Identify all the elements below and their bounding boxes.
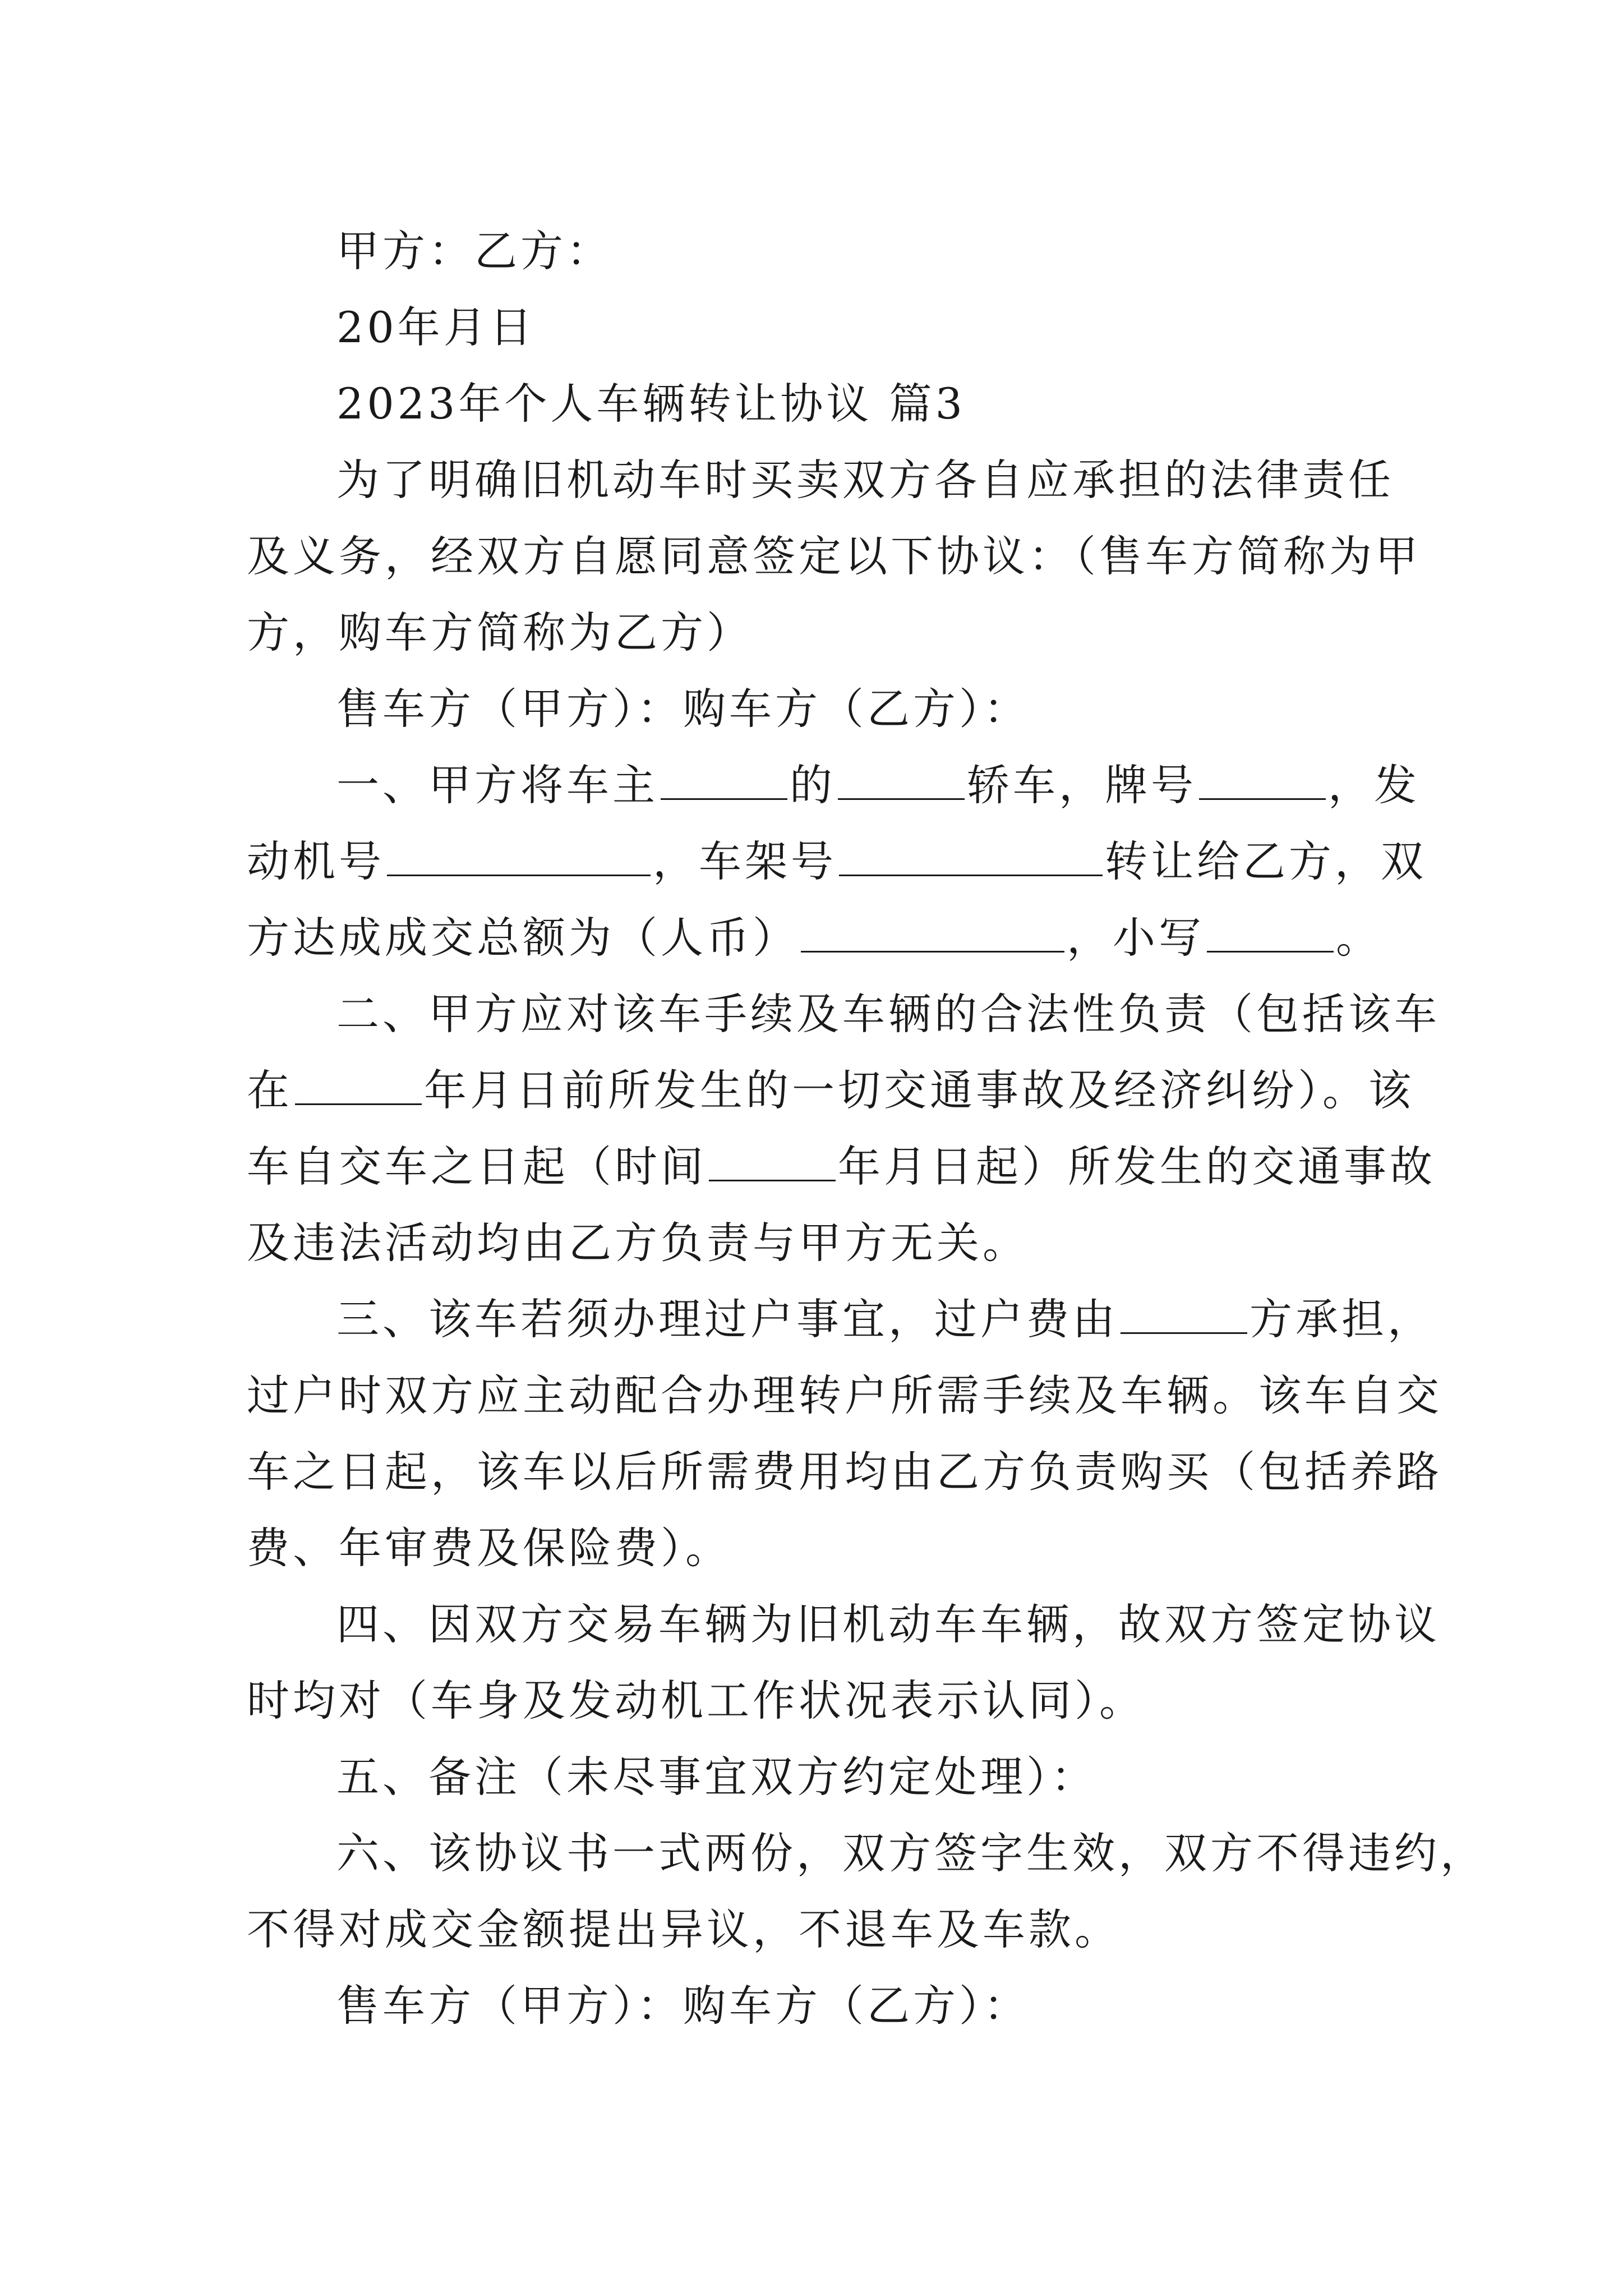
clause-1-text: 轿车，牌号	[967, 760, 1197, 810]
date-line: 20年月日	[336, 302, 536, 352]
clause-2-line-1: 二、甲方应对该车手续及车辆的合法性负责（包括该车	[336, 989, 1440, 1039]
clause-2-text: 年月日起）所发生的交通事故	[838, 1142, 1436, 1191]
clause-1-text: ，车架号	[653, 836, 837, 886]
clause-1-text: 。	[1336, 913, 1382, 963]
signature-line: 甲方：乙方：	[336, 226, 612, 276]
date-before-blank	[295, 1068, 422, 1105]
clause-1-text: 转让给乙方，双	[1105, 836, 1427, 886]
clause-1-text: ，发	[1328, 760, 1420, 810]
clause-1-line-2	[247, 823, 1427, 900]
clause-2-line-2	[247, 1052, 1414, 1129]
owner-blank	[661, 762, 787, 800]
clause-2-text: 车自交车之日起（时间	[247, 1142, 707, 1191]
clause-1-text: ，小写	[1067, 913, 1205, 963]
clause-5-line: 五、备注（未尽事宜双方约定处理）：	[336, 1752, 1097, 1802]
section-heading: 2023年个人车辆转让协议 篇3	[336, 379, 966, 429]
clause-2-line-4: 及违法活动均由乙方负责与甲方无关。	[247, 1218, 1029, 1268]
clause-6-line-1: 六、该协议书一式两份，双方签字生效，双方不得违约，	[336, 1828, 1486, 1878]
clause-3-line-4: 费、年审费及保险费）。	[247, 1523, 731, 1573]
car-model-blank	[838, 762, 965, 800]
clause-3-line-3: 车之日起，该车以后所需费用均由乙方负责购买（包括养路	[247, 1447, 1442, 1497]
clause-1-text: 方达成成交总额为（人币）	[247, 913, 799, 963]
clause-1-text: 动机号	[247, 836, 385, 886]
transfer-fee-party-blank	[1121, 1296, 1247, 1334]
plate-number-blank	[1199, 762, 1326, 800]
clause-1-line-1	[247, 747, 1420, 823]
clause-2-text: 在	[247, 1065, 293, 1115]
clause-4-line-2: 时均对（车身及发动机工作状况表示认同）。	[247, 1676, 1145, 1726]
clause-4-line-1: 四、因双方交易车辆为旧机动车车辆，故双方签定协议	[336, 1599, 1440, 1649]
frame-number-blank	[839, 839, 1103, 876]
clause-3-text: 三、该车若须办理过户事宜，过户费由	[336, 1294, 1118, 1344]
parties-line: 售车方（甲方）：购车方（乙方）：	[336, 1981, 1030, 2031]
clause-6-line-2: 不得对成交金额提出异议，不退车及车款。	[247, 1904, 1121, 1954]
document-body	[247, 213, 1486, 2044]
clause-1-line-3	[247, 900, 1391, 976]
parties-line: 售车方（甲方）：购车方（乙方）：	[336, 684, 1030, 734]
handover-date-blank	[709, 1144, 836, 1181]
intro-line-1: 为了明确旧机动车时买卖双方各自应承担的法律责任	[336, 455, 1394, 505]
clause-1-text: 的	[790, 760, 836, 810]
amount-lowercase-blank	[1207, 915, 1334, 953]
clause-2-line-3	[247, 1129, 1436, 1205]
clause-3-text: 方承担，	[1249, 1294, 1433, 1344]
clause-3-line-2: 过户时双方应主动配合办理转户所需手续及车辆。该车自交	[247, 1370, 1442, 1420]
clause-3-line-1	[247, 1281, 1433, 1358]
engine-number-blank	[387, 839, 651, 876]
intro-line-3: 方，购车方简称为乙方）	[247, 608, 753, 657]
clause-1-text: 一、甲方将车主	[336, 760, 658, 810]
clause-2-text: 年月日前所发生的一切交通事故及经济纠纷）。该	[424, 1065, 1414, 1115]
intro-line-2: 及义务，经双方自愿同意签定以下协议：（售车方简称为甲	[247, 531, 1421, 581]
amount-uppercase-blank	[801, 915, 1064, 953]
